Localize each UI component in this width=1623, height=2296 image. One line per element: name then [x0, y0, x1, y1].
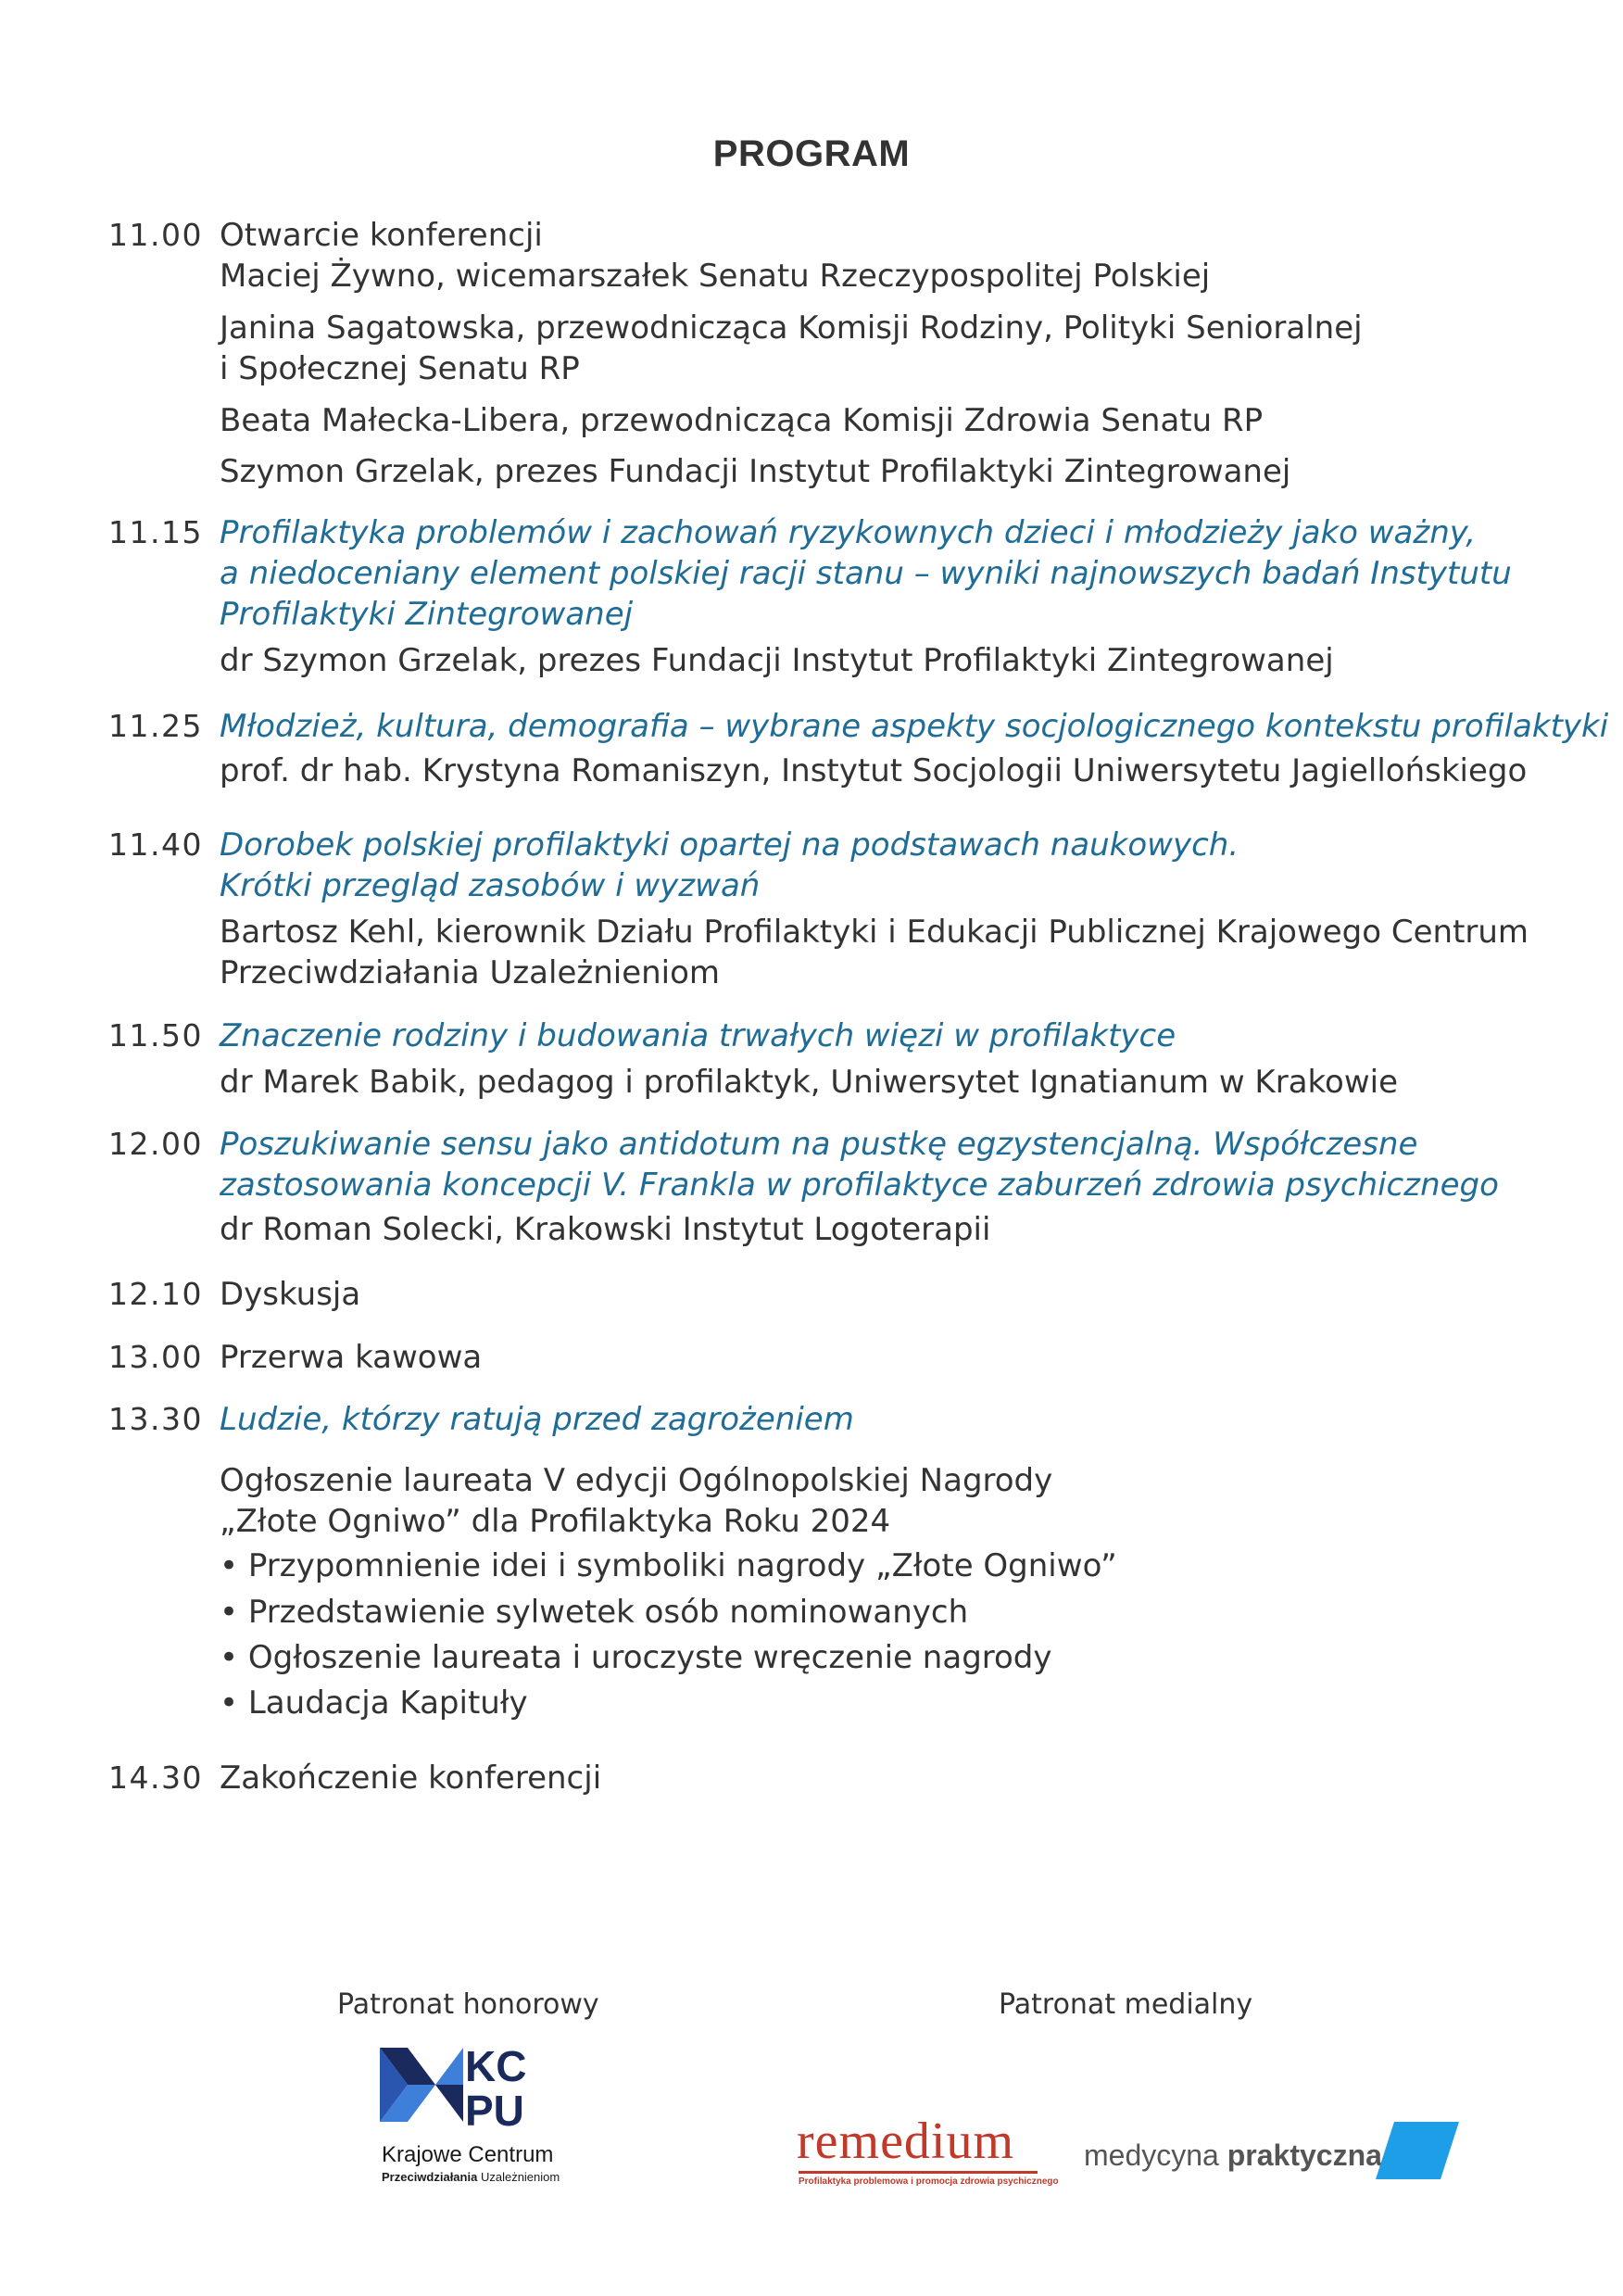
- program-topic: Młodzież, kultura, demografia – wybrane aspekty socjologicznego kontekstu profilaktyki: [220, 708, 1609, 745]
- kcpu-subtitle-rest: Uzależnieniom: [480, 2170, 560, 2184]
- program-line: i Społecznej Senatu RP: [220, 350, 580, 387]
- program-topic: a niedoceniany element polskiej racji stanu – wyniki najnowszych badań Instytutu: [220, 555, 1512, 592]
- program-line: Maciej Żywno, wicemarszałek Senatu Rzeczypospolitej Polskiej: [220, 258, 1211, 295]
- medycyna-praktyczna-logo: [1084, 2138, 1382, 2173]
- program-line: Janina Sagatowska, przewodnicząca Komisji Rodziny, Polityki Senioralnej: [220, 309, 1363, 347]
- kcpu-name: Krajowe Centrum: [382, 2142, 554, 2167]
- mp-accent-shape: [1376, 2122, 1459, 2179]
- kcpu-letters-bottom: PU: [465, 2087, 524, 2135]
- program-speaker: dr Marek Babik, pedagog i profilaktyk, Uniwersytet Ignatianum w Krakowie: [220, 1064, 1398, 1101]
- program-line: Zakończenie konferencji: [220, 1760, 602, 1797]
- program-bullet: • Ogłoszenie laureata i uroczyste wręczenie nagrody: [220, 1639, 1052, 1676]
- program-time: 11.15: [108, 514, 203, 550]
- program-time: 13.00: [108, 1339, 203, 1375]
- program-time: 11.25: [108, 708, 203, 744]
- program-line: Otwarcie konferencji: [220, 217, 543, 254]
- program-line: Przerwa kawowa: [220, 1339, 483, 1376]
- kcpu-subtitle-bold: Przeciwdziałania: [382, 2170, 478, 2184]
- honorary-patronage-label: Patronat honorowy: [337, 1988, 599, 2021]
- mp-word1: medycyna: [1084, 2138, 1219, 2172]
- program-time: 12.10: [108, 1276, 203, 1312]
- program-bullet: • Przypomnienie idei i symboliki nagrody „Złote Ogniwo”: [220, 1547, 1117, 1584]
- program-time: 11.50: [108, 1017, 203, 1053]
- program-topic: zastosowania koncepcji V. Frankla w profilaktyce zaburzeń zdrowia psychicznego: [220, 1167, 1499, 1204]
- program-topic: Krótki przegląd zasobów i wyzwań: [220, 867, 761, 904]
- kcpu-letters-top: KC: [465, 2048, 527, 2090]
- program-line: Ogłoszenie laureata V edycji Ogólnopolskiej Nagrody: [220, 1462, 1053, 1499]
- program-time: 12.00: [108, 1126, 203, 1162]
- program-speaker: dr Szymon Grzelak, prezes Fundacji Instytut Profilaktyki Zintegrowanej: [220, 642, 1334, 679]
- program-line: Dyskusja: [220, 1276, 361, 1313]
- program-topic: Profilaktyka problemów i zachowań ryzykownych dzieci i młodzieży jako ważny,: [220, 514, 1477, 551]
- program-speaker: Bartosz Kehl, kierownik Działu Profilaktyki i Edukacji Publicznej Krajowego Centrum: [220, 914, 1529, 951]
- program-line: „Złote Ogniwo” dla Profilaktyka Roku 2024: [220, 1503, 891, 1540]
- program-topic: Profilaktyki Zintegrowanej: [220, 596, 634, 633]
- program-topic: Dorobek polskiej profilaktyki opartej na podstawach naukowych.: [220, 826, 1239, 864]
- program-time: 11.00: [108, 217, 203, 253]
- program-topic: Znaczenie rodziny i budowania trwałych więzi w profilaktyce: [220, 1017, 1176, 1054]
- program-line: Beata Małecka-Libera, przewodnicząca Komisji Zdrowia Senatu RP: [220, 402, 1264, 439]
- program-speaker: Przeciwdziałania Uzależnieniom: [220, 954, 721, 991]
- remedium-tagline: Profilaktyka problemowa i promocja zdrowia psychicznego: [799, 2176, 1059, 2187]
- program-speaker: prof. dr hab. Krystyna Romaniszyn, Instytut Socjologii Uniwersytetu Jagiellońskiego: [220, 752, 1528, 789]
- program-topic: Poszukiwanie sensu jako antidotum na pustkę egzystencjalną. Współczesne: [220, 1126, 1418, 1163]
- program-bullet: • Laudacja Kapituły: [220, 1684, 528, 1722]
- program-speaker: dr Roman Solecki, Krakowski Instytut Logoterapii: [220, 1211, 991, 1248]
- remedium-logo: remedium: [797, 2113, 1015, 2170]
- media-patronage-label: Patronat medialny: [999, 1988, 1253, 2021]
- program-time: 14.30: [108, 1760, 203, 1796]
- program-time: 13.30: [108, 1401, 203, 1437]
- program-bullet: • Przedstawienie sylwetek osób nominowanych: [220, 1594, 969, 1631]
- program-time: 11.40: [108, 826, 203, 863]
- program-line: Szymon Grzelak, prezes Fundacji Instytut Profilaktyki Zintegrowanej: [220, 453, 1291, 490]
- remedium-underline: [799, 2171, 1038, 2174]
- kcpu-subtitle: [382, 2170, 560, 2184]
- mp-word2: praktyczna: [1227, 2138, 1382, 2172]
- page-title: PROGRAM: [712, 133, 911, 174]
- program-topic: Ludzie, którzy ratują przed zagrożeniem: [220, 1401, 854, 1438]
